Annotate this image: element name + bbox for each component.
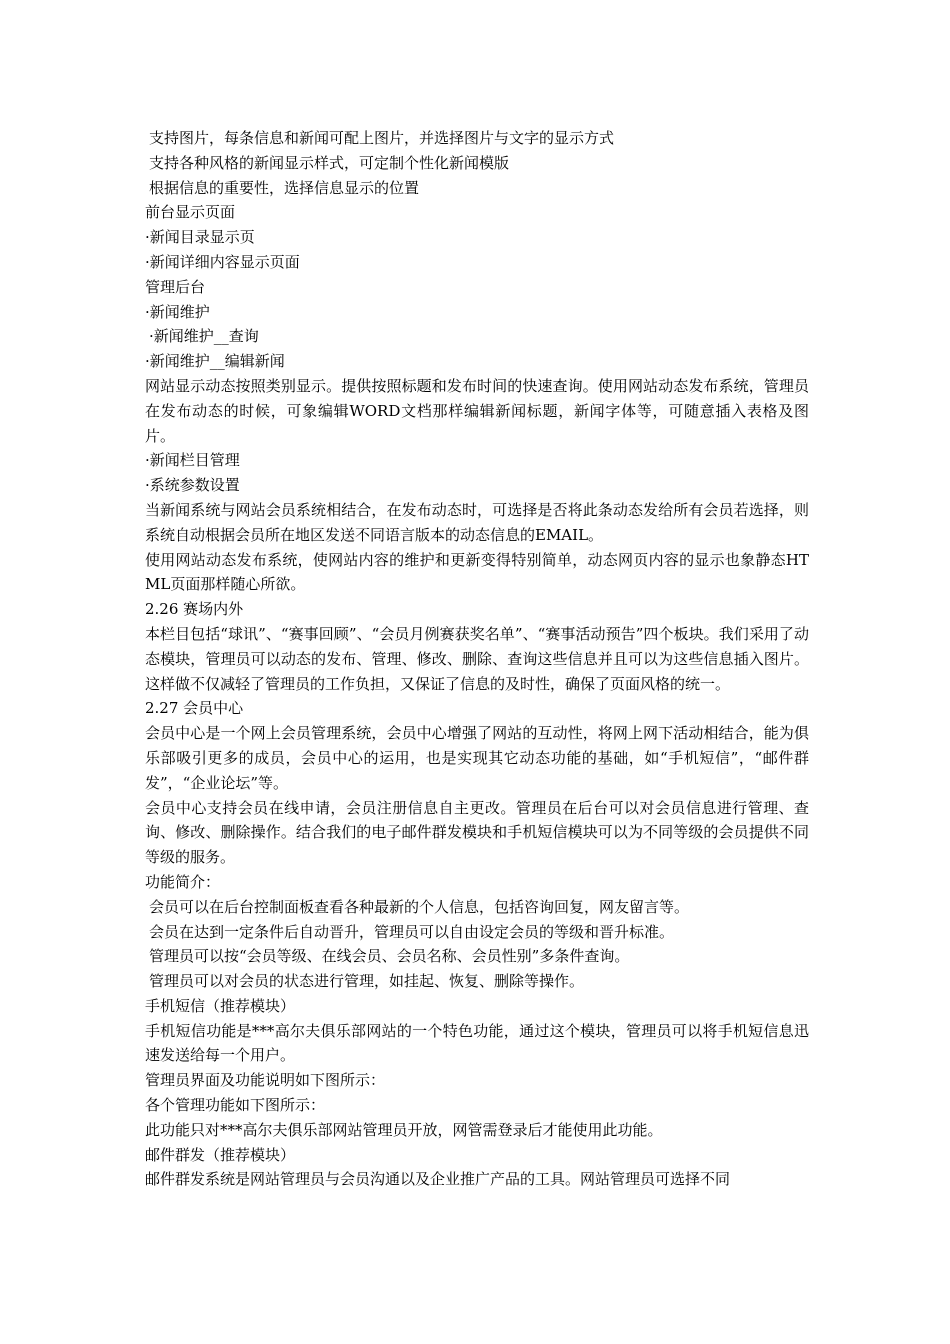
document-paragraph: 此功能只对***高尔夫俱乐部网站管理员开放，网管需登录后才能使用此功能。 bbox=[145, 1120, 663, 1139]
document-paragraph: 当新闻系统与网站会员系统相结合，在发布动态时，可选择是否将此条动态发给所有会员若选择，则系统自动根据会员所在地区发送不同语言版本的动态信息的EMAIL。 bbox=[145, 500, 809, 544]
document-paragraph: ·新闻维护__查询 bbox=[149, 327, 259, 346]
document-paragraph: 手机短信功能是***高尔夫俱乐部网站的一个特色功能，通过这个模块，管理员可以将手机短信息迅速发送给每一个用户。 bbox=[145, 1021, 809, 1065]
document-paragraph: 手机短信（推荐模块） bbox=[145, 996, 296, 1015]
document-paragraph: 根据信息的重要性，选择信息显示的位置 bbox=[149, 178, 420, 197]
document-paragraph: 管理员可以对会员的状态进行管理，如挂起、恢复、删除等操作。 bbox=[149, 972, 585, 991]
document-paragraph: 使用网站动态发布系统，使网站内容的维护和更新变得特别简单，动态网页内容的显示也象静态HTML页面那样随心所欲。 bbox=[145, 550, 809, 594]
document-paragraph: ·系统参数设置 bbox=[145, 476, 240, 495]
document-paragraph: ·新闻栏目管理 bbox=[145, 451, 240, 470]
document-paragraph: 2.26 赛场内外 bbox=[145, 600, 244, 619]
document-paragraph: 本栏目包括“球讯”、“赛事回顾”、“会员月例赛获奖名单”、“赛事活动预告”四个板块。我们采用了动态模块，管理员可以动态的发布、管理、修改、删除、查询这些信息并且可以为这些信息插入图片。这样做不仅减轻了管理员的工作负担，又保证了信息的及时性，确保了页面风格的统一。 bbox=[145, 624, 809, 693]
document-paragraph: 会员在达到一定条件后自动晋升，管理员可以自由设定会员的等级和晋升标准。 bbox=[149, 922, 675, 941]
document-paragraph: 管理员可以按“会员等级、在线会员、会员名称、会员性别”多条件查询。 bbox=[149, 947, 630, 966]
document-paragraph: 会员中心是一个网上会员管理系统，会员中心增强了网站的互动性，将网上网下活动相结合，能为俱乐部吸引更多的成员，会员中心的运用，也是实现其它动态功能的基础，如“手机短信”，“邮件群发”，“企业论坛”等。 bbox=[145, 724, 809, 792]
document-paragraph: 会员可以在后台控制面板查看各种最新的个人信息，包括咨询回复，网友留言等。 bbox=[149, 897, 690, 916]
document-paragraph: ·新闻目录显示页 bbox=[145, 228, 255, 247]
document-paragraph: 各个管理功能如下图所示： bbox=[145, 1096, 326, 1115]
document-paragraph: ·新闻维护__编辑新闻 bbox=[145, 352, 285, 371]
document-paragraph: 管理员界面及功能说明如下图所示： bbox=[145, 1071, 386, 1090]
document-paragraph: 2.27 会员中心 bbox=[145, 699, 244, 718]
document-paragraph: 支持图片，每条信息和新闻可配上图片，并选择图片与文字的显示方式 bbox=[149, 129, 615, 147]
document-paragraph: 邮件群发系统是网站管理员与会员沟通以及企业推广产品的工具。网站管理员可选择不同 bbox=[145, 1170, 731, 1189]
document-paragraph: 支持各种风格的新闻显示样式，可定制个性化新闻模版 bbox=[149, 153, 510, 172]
document-paragraph: ·新闻维护 bbox=[145, 302, 210, 321]
document-paragraph: 会员中心支持会员在线申请，会员注册信息自主更改。管理员在后台可以对会员信息进行管理、查询、修改、删除操作。结合我们的电子邮件群发模块和手机短信模块可以为不同等级的会员提供不同等级的服务。 bbox=[145, 798, 809, 867]
document-paragraph: ·新闻详细内容显示页面 bbox=[145, 252, 300, 271]
document-body bbox=[145, 126, 809, 1192]
document-paragraph: 管理后台 bbox=[145, 277, 206, 296]
document-paragraph: 功能简介： bbox=[145, 872, 221, 891]
document-paragraph: 邮件群发（推荐模块） bbox=[145, 1145, 296, 1164]
document-paragraph: 前台显示页面 bbox=[145, 203, 236, 222]
document-paragraph: 网站显示动态按照类别显示。提供按照标题和发布时间的快速查询。使用网站动态发布系统，管理员在发布动态的时候，可象编辑WORD文档那样编辑新闻标题，新闻字体等，可随意插入表格及图片。 bbox=[145, 376, 809, 445]
